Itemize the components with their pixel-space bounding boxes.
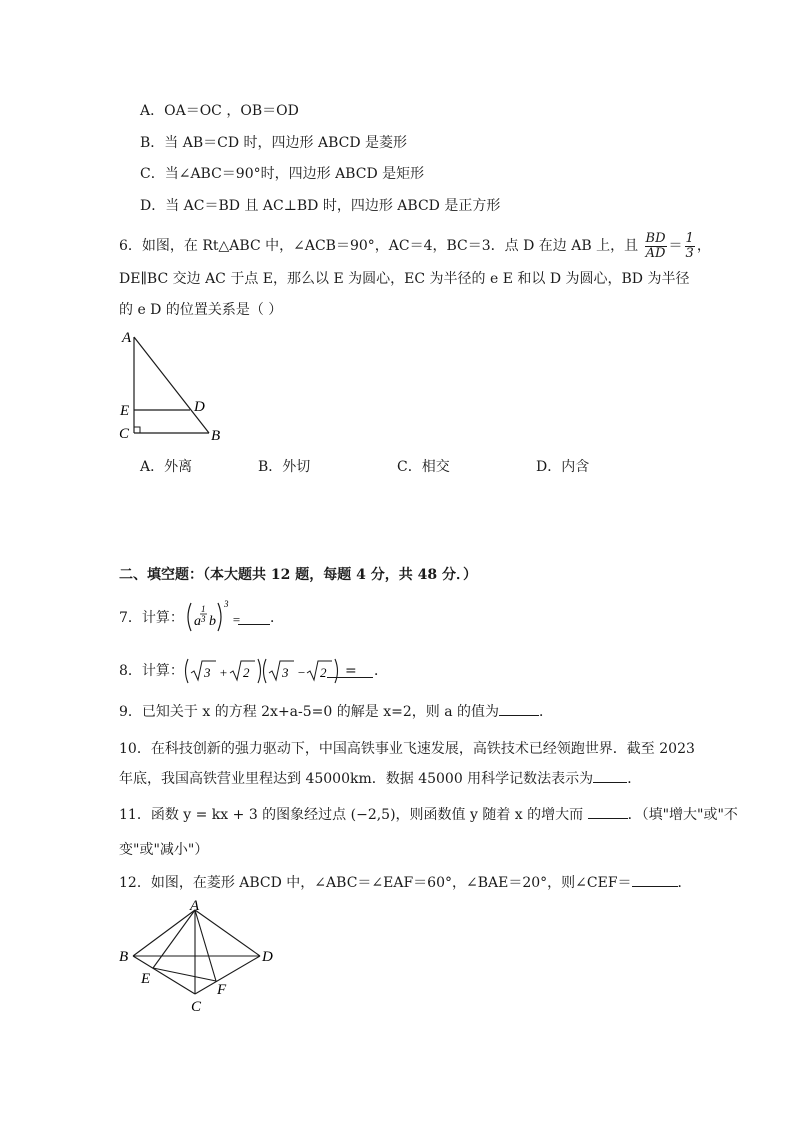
q6-line-2: DE∥BC 交边 AC 于点 E，那么以 E 为圆心，EC 为半径的 e E 和以 D 为圆心，BD 为半径 — [119, 271, 690, 287]
q5-option-c: C．当∠ABC＝90°时，四边形 ABCD 是矩形 — [140, 166, 425, 182]
svg-text:3: 3 — [282, 665, 289, 680]
q6-label-d: D — [194, 399, 205, 415]
q6-triangle-figure — [115, 325, 225, 445]
q12-label-e: E — [141, 971, 151, 987]
q10-line-2: 年底，我国高铁营业里程达到 45000km．数据 45000 用科学记数法表示为 ． — [119, 768, 641, 789]
q10-line-1: 10．在科技创新的强力驱动下，中国高铁事业飞速发展，高铁技术已经领跑世界．截至 2023 — [119, 741, 695, 757]
svg-text:b: b — [209, 614, 216, 629]
section-2-title: 二、填空题：（本大题共 12 题，每题 4 分，共 48 分．） — [119, 567, 477, 583]
svg-text:−: − — [297, 665, 306, 680]
q6-option-b: B．外切 — [258, 459, 311, 475]
q9: 9．已知关于 x 的方程 2x+a-5=0 的解是 x=2，则 a 的值为 ． — [119, 701, 553, 722]
q6-line-3: 的 e D 的位置关系是（ ） — [119, 302, 283, 318]
q6-option-a: A．外离 — [140, 459, 193, 475]
q5-option-a: A．OA＝OC ，OB＝OD — [140, 103, 299, 119]
q12-label-a: A — [190, 898, 200, 914]
q12-answer-blank[interactable] — [632, 872, 678, 887]
svg-text:1: 1 — [201, 604, 206, 614]
svg-text:3: 3 — [224, 599, 229, 609]
q12-label-b: B — [119, 949, 129, 965]
q11-line-1: 11．函数 y = kx + 3 的图象经过点 (−2,5)，则函数值 y 随着 x 的增大而 ．（填"增大"或"不 — [119, 804, 738, 825]
q12-label-d: D — [262, 949, 273, 965]
q9-answer-blank[interactable] — [499, 701, 539, 716]
q12-label-f: F — [217, 982, 227, 998]
q6-fraction-one-third: $\frac{1}{3}$ — [685, 230, 694, 261]
q6-stem-part1: 6．如图，在 Rt△ABC 中，∠ACB＝90°，AC＝4，BC＝3．点 D 在边 AB 上，且 — [119, 238, 639, 254]
svg-text:3: 3 — [204, 665, 211, 680]
q6-label-e: E — [120, 403, 130, 419]
q8-period: ． — [374, 663, 388, 679]
q6-option-c: C．相交 — [397, 459, 450, 475]
q11-line-2: 变"或"减小"） — [119, 842, 209, 858]
svg-text:=: = — [232, 612, 241, 627]
q6-label-c: C — [119, 426, 130, 442]
svg-text:a: a — [194, 614, 201, 629]
q6-label-a: A — [122, 330, 132, 346]
q12-label-c: C — [191, 999, 202, 1015]
q5-option-d: D．当 AC＝BD 且 AC⊥BD 时，四边形 ABCD 是正方形 — [140, 198, 501, 214]
q7-answer-blank[interactable] — [238, 610, 270, 625]
q12-rhombus-figure — [115, 898, 285, 1018]
q11-answer-blank[interactable] — [588, 804, 628, 819]
q5-option-b: B．当 AB＝CD 时，四边形 ABCD 是菱形 — [140, 135, 408, 151]
svg-text:2: 2 — [320, 665, 327, 680]
q12: 12．如图，在菱形 ABCD 中，∠ABC＝∠EAF＝60°，∠BAE＝20°，则∠CEF＝ ． — [119, 872, 692, 893]
q7: 7．计算： — [119, 610, 184, 626]
svg-text:3: 3 — [201, 614, 206, 624]
q6-label-b: B — [211, 428, 221, 444]
q8-equals: = — [345, 663, 357, 679]
q8: 8．计算： — [119, 663, 184, 679]
q7-period: ． — [270, 610, 284, 626]
q10-answer-blank[interactable] — [593, 768, 627, 783]
q6-fraction-bd-ad: $\frac{BD}{AD}$ — [645, 230, 666, 261]
q6-option-d: D．内含 — [536, 459, 590, 475]
svg-text:+: + — [219, 665, 228, 680]
svg-text:2: 2 — [243, 665, 250, 680]
q8-expression — [183, 656, 343, 686]
q8-answer-blank[interactable] — [327, 663, 373, 678]
q6-line-1: 6．如图，在 Rt△ABC 中，∠ACB＝90°，AC＝4，BC＝3．点 D 在边 AB 上，且 $\frac{BD}{AD}$ ＝ $\frac{1}{3}$ ， — [119, 230, 711, 261]
